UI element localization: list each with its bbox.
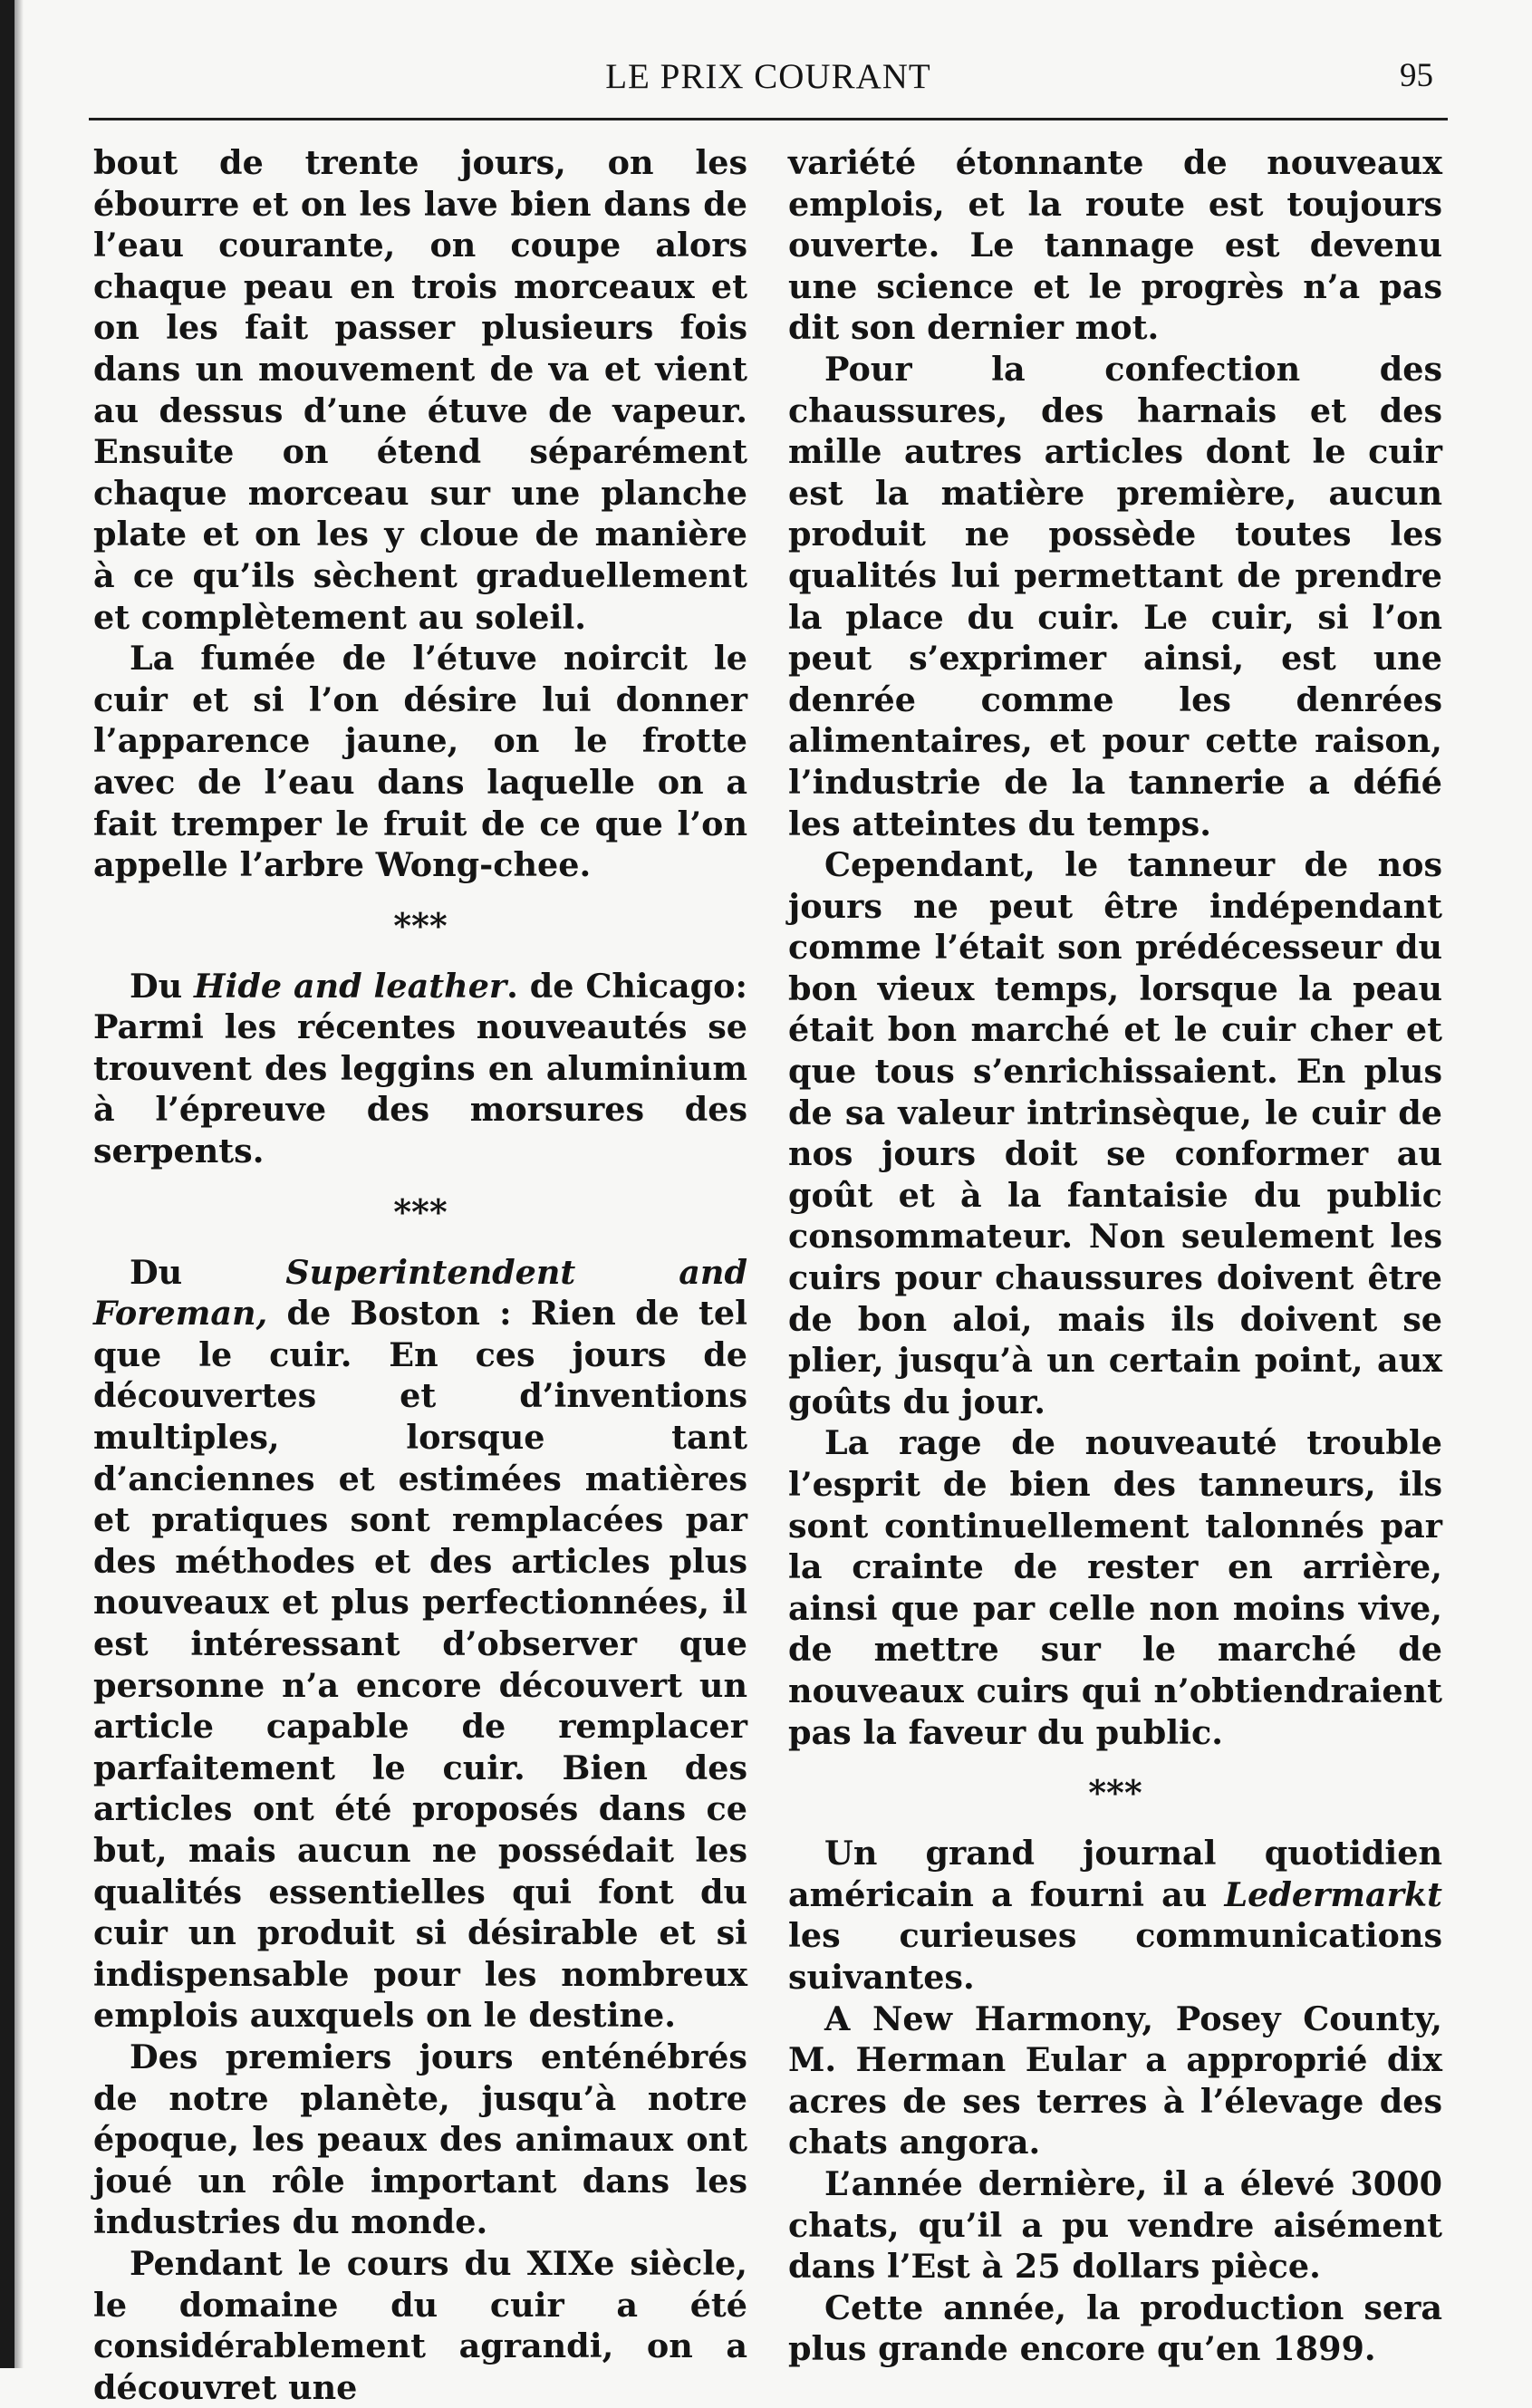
asterism: *** — [393, 904, 448, 946]
paragraph — [93, 1252, 747, 2037]
text: de Boston : Rien de tel que le cuir. En ces jours de découvertes et d’inventions multiples, lorsque tant d’anciennes et estimées matières et pratiques sont remplacées par des méthodes et des articles plus nouveaux et plus perfectionnées, il est intéressant d’observer que personne n’a encore découvert un article capable de remplacer parfaitement le cuir. Bien des articles ont été proposés dans ce but, mais aucun ne possédait les qualités essentielles qui font du cuir un produit si désirable et si indispensable pour les nombreux emplois auxquels on le destine. — [93, 1294, 747, 2036]
left-column — [93, 142, 747, 2408]
paragraph: Cependant, le tanneur de nos jours ne peut être indépendant comme l’était son prédécesseur du bon vieux temps, lorsque la peau était bon marché et le cuir cher et que tous s’enrichissaient. En plus de sa valeur intrinsèque, le cuir de nos jours doit se conformer au goût et à la fantaisie du public consommateur. Non seulement les cuirs pour chaussures doivent être de bon aloi, mais ils doivent se plier, jusqu’à un certain point, aux goûts du jour. — [788, 845, 1442, 1421]
right-column — [788, 142, 1442, 2370]
source-title: Superintendent and Foreman, — [93, 1252, 747, 1334]
paragraph: La rage de nouveauté trouble l’esprit de bien des tanneurs, ils sont continuellement talonnés par la crainte de rester en arrière, ainsi que par celle non moins vive, de mettre sur le marché de nouveaux cuirs qui n’obtiendraient pas la faveur du public. — [788, 1423, 1442, 1752]
binding-edge — [0, 0, 14, 2368]
text: . de Chicago: Parmi les récentes nouveautés se trouvent des leggins en aluminium à l’épreuve des morsures des serpents. — [93, 966, 747, 1171]
paragraph: Pour la confection des chaussures, des harnais et des mille autres articles dont le cuir est la matière première, aucun produit ne possède toutes les qualités lui permettant de prendre la place du cuir. Le cuir, si l’on peut s’exprimer ainsi, est une denrée comme les denrées alimentaires, et pour cette raison, l’industrie de la tannerie a défié les atteintes du temps. — [788, 349, 1442, 843]
paragraph: Pendant le cours du XIXe siècle, le domaine du cuir a été considérablement agrandi, on a découvret une — [93, 2243, 747, 2407]
text: Du — [130, 966, 195, 1006]
text: Un grand journal quotidien américain a fourni au — [788, 1834, 1442, 1914]
source-title: Hide and leather — [194, 966, 507, 1006]
header-rule — [89, 118, 1448, 120]
source-title: Ledermarkt — [1224, 1874, 1442, 1914]
paragraph: Des premiers jours enténébrés de notre planète, jusqu’à notre époque, les peaux des animaux ont joué un rôle important dans les industries du monde. — [93, 2037, 747, 2242]
page-header — [89, 56, 1448, 101]
running-title: LE PRIX COURANT — [605, 57, 931, 96]
paragraph — [788, 1833, 1442, 1998]
paragraph: A New Harmony, Posey County, M. Herman Eular a approprié dix acres de ses terres à l’élevage des chats angora. — [788, 1999, 1442, 2162]
text: les curieuses communications suivantes. — [788, 1916, 1442, 1997]
page-number: 95 — [1400, 57, 1433, 94]
paragraph: L’année dernière, il a élevé 3000 chats, qu’il a pu vendre aisément dans l’Est à 25 dollars pièce. — [788, 2163, 1442, 2287]
section-separator — [93, 904, 747, 948]
text: Du — [130, 1252, 286, 1292]
paragraph: bout de trente jours, on les ébourre et on les lave bien dans de l’eau courante, on coupe alors chaque peau en trois morceaux et on les fait passer plusieurs fois dans un mouvement de va et vient au dessus d’une étuve de vapeur. Ensuite on étend séparément chaque morceau sur une planche plate et on les y cloue de manière à ce qu’ils sèchent graduellement et complètement au soleil. — [93, 143, 747, 637]
asterism: *** — [393, 1190, 448, 1232]
asterism: *** — [1088, 1772, 1142, 1814]
paragraph: La fumée de l’étuve noircit le cuir et si l’on désire lui donner l’apparence jaune, on le frotte avec de l’eau dans laquelle on a fait tremper le fruit de ce que l’on appelle l’arbre Wong-chee. — [93, 639, 747, 885]
section-separator — [788, 1771, 1442, 1815]
section-separator — [93, 1190, 747, 1234]
paragraph — [93, 966, 747, 1172]
binding-shadow — [14, 0, 24, 2368]
paragraph: variété étonnante de nouveaux emplois, et la route est toujours ouverte. Le tannage est devenu une science et le progrès n’a pas dit son dernier mot. — [788, 143, 1442, 348]
paragraph: Cette année, la production sera plus grande encore qu’en 1899. — [788, 2288, 1442, 2369]
